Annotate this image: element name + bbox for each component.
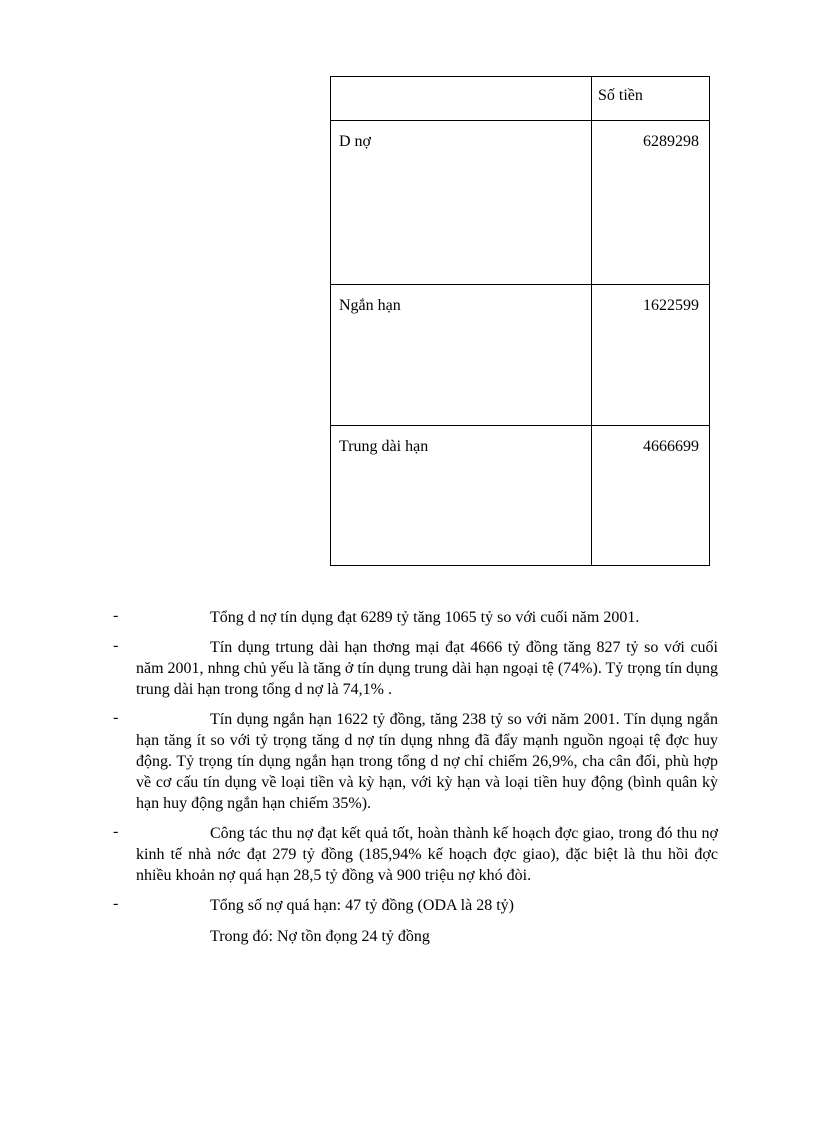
bullet-dash: -	[113, 607, 119, 624]
row-label-total: D nợ	[331, 121, 592, 285]
bullet-list	[0, 607, 816, 947]
list-item	[0, 823, 718, 886]
bullet-text: Tín dụng trtung dài hạn thơng mại đạt 4666 tỷ đồng tăng 827 tỷ so với cuối năm 2001, nhng chủ yếu là tăng ở tín dụng trung dài hạn ngoại tệ (74%). Tỷ trọng tín dụng trung dài hạn trong tổng d nợ là 74,1% .	[136, 639, 718, 698]
table-header-empty	[331, 77, 592, 121]
row-label-short-term: Ngắn hạn	[331, 285, 592, 425]
row-value-medium-long-term: 4666699	[592, 425, 710, 565]
row-value-total: 6289298	[592, 121, 710, 285]
bullet-text: Công tác thu nợ đạt kết quả tốt, hoàn thành kế hoạch đợc giao, trong đó thu nợ kinh tế nhà nớc đạt 279 tỷ đồng (185,94% kế hoạch đợc giao), đặc biệt là thu hồi đợc nhiều khoản nợ quá hạn 28,5 tỷ đồng và 900 triệu nợ khó đòi.	[136, 825, 718, 884]
bullet-dash: -	[113, 823, 119, 840]
list-item	[0, 637, 718, 700]
table-row	[331, 285, 710, 425]
bullet-text: Tín dụng ngắn hạn 1622 tỷ đồng, tăng 238 tỷ so với năm 2001. Tín dụng ngắn hạn tăng ít so với tỷ trọng tăng d nợ tín dụng nhng đã đẩy mạnh nguồn ngoại tệ đợc huy động. Tỷ trọng tín dụng ngắn hạn trong tổng d nợ chỉ chiếm 26,9%, cha cân đối, phù hợp về cơ cấu tín dụng về loại tiền và kỳ hạn, với kỳ hạn và loại tiền huy động (bình quân kỳ hạn huy động ngắn hạn chiếm 35%).	[136, 711, 718, 812]
bullet-dash: -	[113, 709, 119, 726]
list-item	[0, 607, 718, 628]
list-item	[0, 895, 718, 916]
table-header-amount: Số tiền	[592, 77, 710, 121]
bullet-dash: -	[113, 895, 119, 912]
table-row	[331, 121, 710, 285]
bullet-text: Tổng số nợ quá hạn: 47 tỷ đồng (ODA là 28 tỷ)	[210, 897, 514, 914]
row-label-medium-long-term: Trung dài hạn	[331, 425, 592, 565]
credit-table	[330, 76, 710, 566]
table-header-row	[331, 77, 710, 121]
bullet-text: Tổng d nợ tín dụng đạt 6289 tỷ tăng 1065 tỷ so với cuối năm 2001.	[210, 609, 640, 626]
sub-note: Trong đó: Nợ tồn đọng 24 tỷ đồng	[210, 928, 430, 945]
table-row	[331, 425, 710, 565]
list-item	[0, 709, 718, 814]
bullet-dash: -	[113, 637, 119, 654]
row-value-short-term: 1622599	[592, 285, 710, 425]
